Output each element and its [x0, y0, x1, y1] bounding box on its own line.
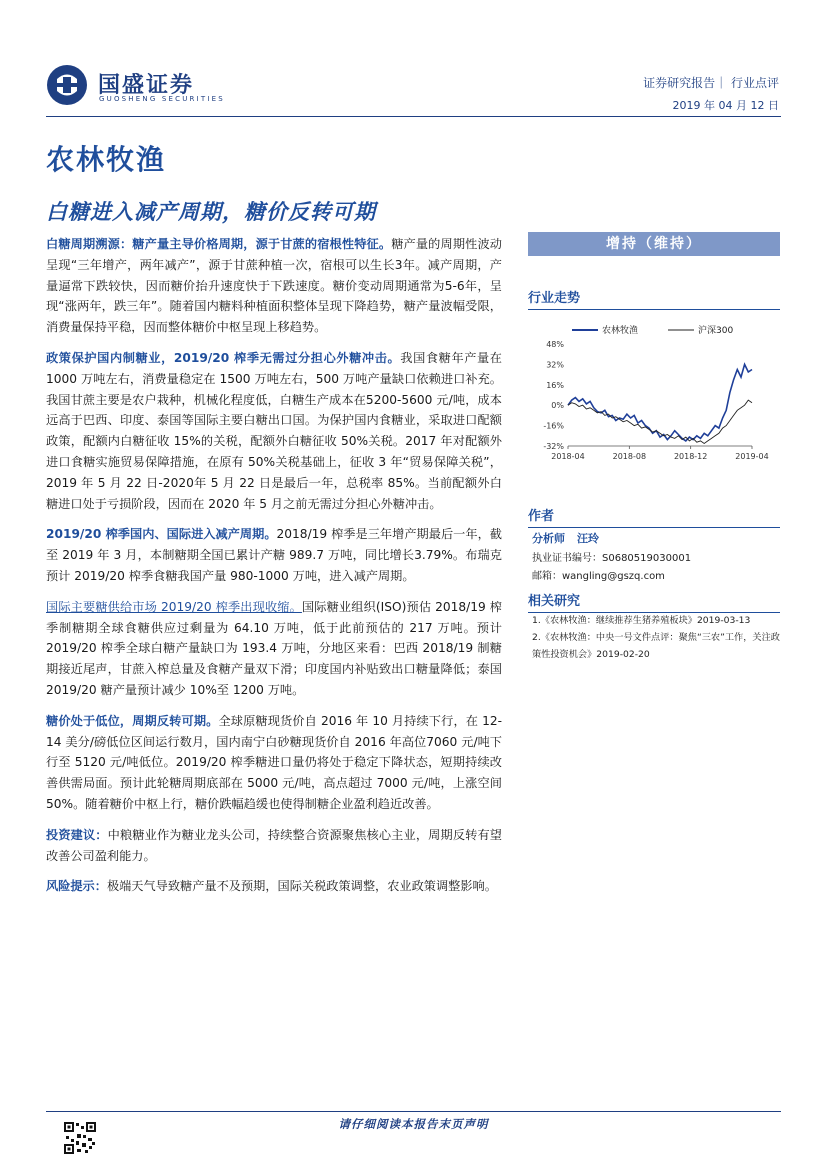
author-section-title: 作者: [528, 505, 780, 528]
company-logo: [46, 64, 236, 108]
analyst-name: 汪玲: [577, 532, 599, 545]
related-item[interactable]: 2.《农林牧渔：中央一号文件点评：聚焦“三农”工作，关注政策性投资机会》2019-02-20: [532, 632, 780, 660]
paragraph-text: 全球原糖现货价自 2016 年 10 月持续下行，在 12-14 美分/磅低位区间运行数月，国内南宁白砂糖现货价自 2016 年高位7060 元/吨下行至 5120 元/吨低位。2019/20 榨季糖进口量仍将处于稳定下降状态，短期持续改善供需局面。预计此轮糖周期底部在 5000 元/吨，高点超过 7000 元/吨，上涨空间 50%。随着糖价中枢上行，糖价跌幅趋缓也使得制糖企业盈利趋近改善。: [46, 713, 502, 811]
trend-chart: [528, 318, 780, 468]
trend-section-title: 行业走势: [528, 287, 780, 310]
y-tick-label: 16%: [546, 380, 564, 390]
report-type: 证券研究报告｜ 行业点评: [643, 76, 779, 90]
body-paragraph: [46, 234, 502, 338]
header-divider: [46, 116, 781, 117]
y-tick-label: 0%: [551, 401, 564, 411]
analyst-email[interactable]: 邮箱：wangling@gszq.com: [532, 571, 665, 582]
x-tick-label: 2018-04: [551, 452, 585, 461]
body-paragraph: [46, 524, 502, 586]
paragraph-lead: 投资建议：: [46, 827, 108, 842]
report-date: 2019 年 04 月 12 日: [672, 99, 779, 112]
sidebar: [528, 232, 780, 256]
paragraph-text: 中粮糖业作为糖业龙头公司，持续整合资源聚焦核心主业，周期反转有望改善公司盈利能力。: [46, 827, 502, 863]
related-item[interactable]: 1.《农林牧渔：继续推荐生猪养殖板块》2019-03-13: [532, 615, 751, 626]
cert-number: 执业证书编号：S0680519030001: [532, 553, 692, 564]
paragraph-lead: 国际主要糖供给市场 2019/20 榨季出现收缩。: [46, 599, 302, 614]
y-tick-label: -32%: [543, 442, 564, 451]
body-paragraph: [46, 876, 502, 897]
company-name-en: GUOSHENG SECURITIES: [99, 95, 225, 103]
related-research-list: [532, 612, 782, 663]
related-research-title: 相关研究: [528, 590, 780, 613]
body-paragraph: [46, 348, 502, 514]
paragraph-text: 我国食糖年产量在 1000 万吨左右，消费量稳定在 1500 万吨左右，500 万吨产量缺口依赖进口补充。我国甘蔗主要是农户栽种，机械化程度低，白糖生产成本在5200-5600 元/吨，成本远高于巴西、印度、泰国等国际主要白糖出口国。为保护国内食糖业，采取进口配额政策，配额内白糖征收 15%的关税，配额外白糖征收 50%关税。2017 年对配额外进口食糖实施贸易保障措施，在原有 50%关税基础上，征收 3 年“贸易保障关税”，2019 年 5 月 22 日-2020年 5 月 22 日是最后一年，总税率 85%。当前配额外白糖进口处于亏损阶段，因而在 2020 年 5 月之前无需过分担心外糖冲击。: [46, 350, 502, 511]
x-tick-label: 2018-12: [673, 452, 708, 461]
disclaimer-note: 请仔细阅读本报告末页声明: [338, 1117, 489, 1131]
body-paragraph: [46, 597, 502, 701]
y-tick-label: 48%: [546, 340, 564, 349]
report-title: 白糖进入减产周期，糖价反转可期: [46, 200, 376, 224]
legend-label: 沪深300: [698, 326, 734, 336]
analyst-role: 分析师: [532, 532, 565, 545]
paragraph-text: 糖产量的周期性波动呈现“三年增产，两年减产”，源于甘蔗种植一次，宿根可以生长3年。减产周期，产量逼常下跌较快，因而糖价抬升速度快于下跌速度。糖价变动周期通常为5-6年，呈现“涨两年，跌三年”。随着国内糖料种植面积整体呈现下降趋势，糖产量波幅受限，消费量保持平稳，因而整体糖价中枢呈现上移趋势。: [46, 237, 502, 335]
report-body: [46, 234, 502, 907]
paragraph-text: 国际糖业组织(ISO)预估 2018/19 榨季制糖期全球食糖供应过剩量为 64.10 万吨，低于此前预估的 217 万吨。预计 2019/20 榨季全球白糖产量缺口为 193.4 万吨，分地区来看：巴西 2018/19 制糖期接近尾声，甘蔗入榨总量及食糖产量双下滑；印度国内补贴致出口糖量降低；泰国 2019/20 糖产量预计减少 10%至 1200 万吨。: [46, 599, 502, 697]
paragraph-lead: 糖价处于低位，周期反转可期。: [46, 713, 219, 728]
body-paragraph: [46, 825, 502, 867]
guosheng-logo-icon: [46, 64, 88, 106]
paragraph-lead: 白糖周期溯源：糖产量主导价格周期，源于甘蔗的宿根性特征。: [46, 237, 392, 251]
analyst-line: [532, 530, 599, 546]
company-name-cn: 国盛证券: [98, 73, 195, 98]
footer-divider: [46, 1111, 781, 1112]
trend-chart-svg: [528, 318, 780, 468]
rating-badge: 增持（维持）: [528, 232, 780, 256]
paragraph-lead: 2019/20 榨季国内、国际进入减产周期。: [46, 527, 277, 542]
paragraph-lead: 风险提示：: [46, 879, 107, 894]
paragraph-text: 2018/19 榨季是三年增产期最后一年，截至 2019 年 3 月，本制糖期全国已累计产糖 989.7 万吨，同比增长3.79%。布瑞克预计 2019/20 榨季食糖我国产量 980-1000 万吨，进入减产周期。: [46, 527, 502, 583]
body-paragraph: [46, 711, 502, 815]
legend-label: 农林牧渔: [602, 326, 639, 336]
industry-title: 农林牧渔: [46, 143, 167, 176]
x-tick-label: 2018-08: [612, 452, 647, 461]
y-tick-label: 32%: [546, 360, 564, 370]
paragraph-text: 极端天气导致糖产量不及预期，国际关税政策调整，农业政策调整影响。: [106, 879, 497, 894]
x-tick-label: 2019-04: [735, 452, 769, 461]
y-tick-label: -16%: [543, 421, 564, 431]
series-line-agri: [568, 364, 752, 441]
paragraph-lead: 政策保护国内制糖业，2019/20 榨季无需过分担心外糖冲击。: [46, 350, 401, 365]
